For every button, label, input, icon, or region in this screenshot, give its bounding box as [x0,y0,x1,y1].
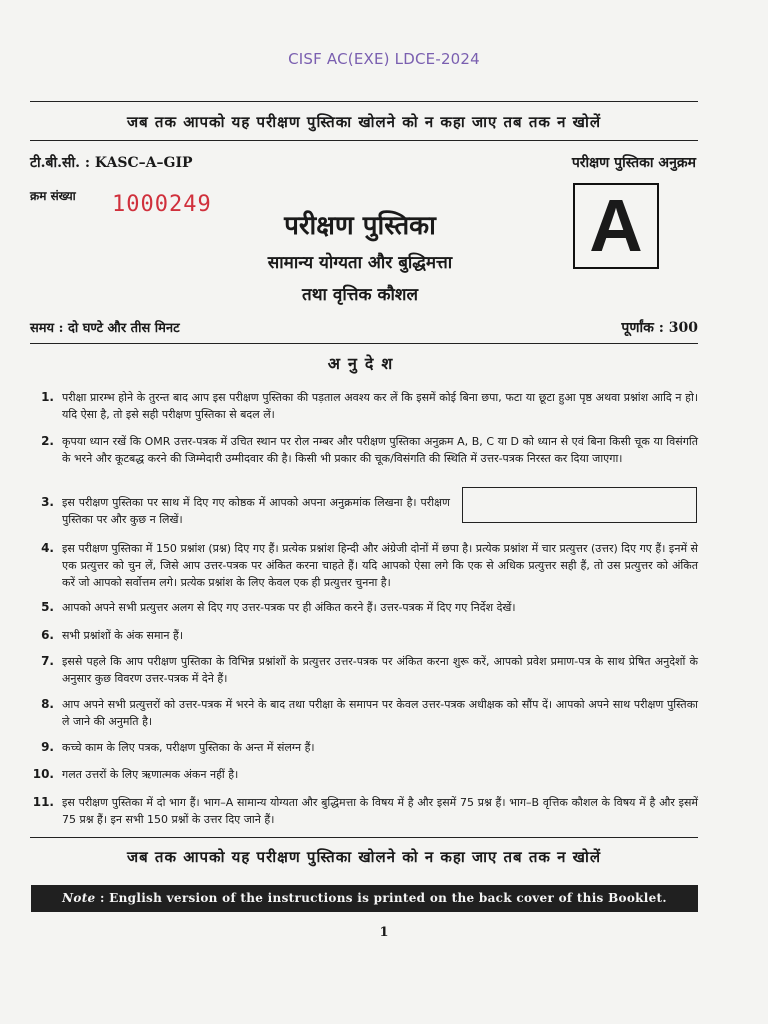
header-rule [30,343,698,344]
instruction-text: इससे पहले कि आप परीक्षण पुस्तिका के विभिन्न प्रश्नांशों के प्रत्युत्तर उत्तर-पत्रक पर अंकित करना शुरू करें, आपको प्रवेश प्रमाण-पत्र के साथ प्रेषित अनुदेशों के अनुसार कुछ विवरण उत्तर-पत्रक में देने हैं। [62,655,698,685]
exam-duration: समय : दो घण्टे और तीस मिनट [30,321,180,336]
instruction-number: 11. [32,795,54,809]
series-letter-box [573,183,659,269]
instructions-heading: अनुदेश [327,354,401,373]
instruction-number: 8. [41,697,54,711]
series-letter: A [589,184,643,267]
instruction-text: कच्चे काम के लिए पत्रक, परीक्षण पुस्तिका के अन्त में संलग्न हैं। [62,741,315,754]
serial-number: 1000249 [112,192,212,217]
serial-label: क्रम संख्या [30,189,76,203]
instruction-text: गलत उत्तरों के लिए ऋणात्मक अंकन नहीं है। [62,768,239,781]
page-number: 1 [379,925,389,940]
instruction-item [30,389,698,423]
roll-number-box[interactable] [462,487,697,523]
max-marks: पूर्णांक : 300 [621,320,698,336]
instruction-item [30,739,698,756]
booklet-title: परीक्षण पुस्तिका [284,211,436,241]
instruction-text: इस परीक्षण पुस्तिका पर साथ में दिए गए कोष्ठक में आपको अपना अनुक्रमांक लिखना है। परीक्षण पुस्तिका पर और कुछ न लिखें। [62,496,450,526]
warning-rule [30,140,698,141]
warning-bottom: जब तक आपको यह परीक्षण पुस्तिका खोलने को न कहा जाए तब तक न खोलें [126,848,602,866]
bottom-warning-rule [30,837,698,838]
instruction-text: सभी प्रश्नांशों के अंक समान हैं। [62,629,183,642]
instruction-number: 10. [32,767,54,781]
note-label: Note [62,891,96,905]
instruction-item [30,627,698,644]
exam-stamp: CISF AC(EXE) LDCE-2024 [288,50,480,68]
instruction-text: आपको अपने सभी प्रत्युत्तर अलग से दिए गए उत्तर-पत्रक पर ही अंकित करने हैं। उत्तर-पत्रक में दिए गए निर्देश देखें। [62,601,516,614]
instruction-item [30,494,450,528]
instruction-item [30,540,698,591]
booklet-sequence-label: परीक्षण पुस्तिका अनुक्रम [571,155,696,171]
instruction-number: 9. [41,740,54,754]
instruction-text: कृपया ध्यान रखें कि OMR उत्तर-पत्रक में उचित स्थान पर रोल नम्बर और परीक्षण पुस्तिका अनुक्रम A, B, C या D को ध्यान से एवं बिना किसी चूक या विसंगति के भरने और कूटबद्ध करने की जिम्मेदारी उम्मीदवार की है। किसी भी प्रकार की चूक/विसंगति की स्थिति में उत्तर-पत्रक निरस्त कर दिया जाएगा। [62,435,698,465]
instruction-number: 2. [41,434,54,448]
warning-top: जब तक आपको यह परीक्षण पुस्तिका खोलने को न कहा जाए तब तक न खोलें [126,113,602,131]
instruction-number: 3. [41,495,54,509]
instruction-number: 1. [41,390,54,404]
english-version-note [31,885,698,912]
booklet-subtitle-2: तथा वृत्तिक कौशल [302,285,418,305]
instruction-item [30,433,698,467]
instruction-text: इस परीक्षण पुस्तिका में दो भाग हैं। भाग–A सामान्य योग्यता और बुद्धिमत्ता के विषय में है और इसमें 75 प्रश्न हैं। भाग–B वृत्तिक कौशल के विषय में है और इसमें 75 प्रश्न हैं। इन सभी 150 प्रश्नों के उत्तर दिए जाने हैं। [62,796,698,826]
top-rule [30,101,698,102]
instruction-item [30,653,698,687]
instruction-number: 7. [41,654,54,668]
instruction-item [30,794,698,828]
instruction-number: 4. [41,541,54,555]
instruction-item [30,599,698,616]
instruction-item [30,766,698,783]
tbc-code: टी.बी.सी. : KASC–A–GIP [30,155,193,171]
instruction-number: 6. [41,628,54,642]
instruction-number: 5. [41,600,54,614]
instruction-text: इस परीक्षण पुस्तिका में 150 प्रश्नांश (प्रश्न) दिए गए हैं। प्रत्येक प्रश्नांश हिन्दी और अंग्रेजी दोनों में छपा है। प्रत्येक प्रश्नांश में चार प्रत्युत्तर (उत्तर) दिए गए हैं। इनमें से एक प्रत्युत्तर को चुन लें, जिसे आप उत्तर-पत्रक पर अंकित करना चाहते हैं। यदि आपको ऐसा लगे कि एक से अधिक प्रत्युत्तर सही हैं, तो उस प्रत्युत्तर को अंकित करें जो आपको सर्वोत्तम लगे। प्रत्येक प्रश्नांश के लिए केवल एक ही प्रत्युत्तर चुनना है। [62,542,698,589]
instruction-text: आप अपने सभी प्रत्युत्तरों को उत्तर-पत्रक में भरने के बाद तथा परीक्षा के समापन पर केवल उत्तर-पत्रक अधीक्षक को सौंप दें। आपको अपने साथ परीक्षण पुस्तिका ले जाने की अनुमति है। [62,698,698,728]
instruction-item [30,696,698,730]
booklet-subtitle-1: सामान्य योग्यता और बुद्धिमत्ता [267,253,453,273]
instruction-text: परीक्षा प्रारम्भ होने के तुरन्त बाद आप इस परीक्षण पुस्तिका की पड़ताल अवश्य कर लें कि इसमें कोई बिना छपा, फटा या छूटा हुआ पृष्ठ अथवा प्रश्नांश आदि न हो। यदि ऐसा है, तो इसे सही परीक्षण पुस्तिका से बदल लें। [62,391,698,421]
note-text: : English version of the instructions is printed on the back cover of this Booklet. [99,891,667,905]
